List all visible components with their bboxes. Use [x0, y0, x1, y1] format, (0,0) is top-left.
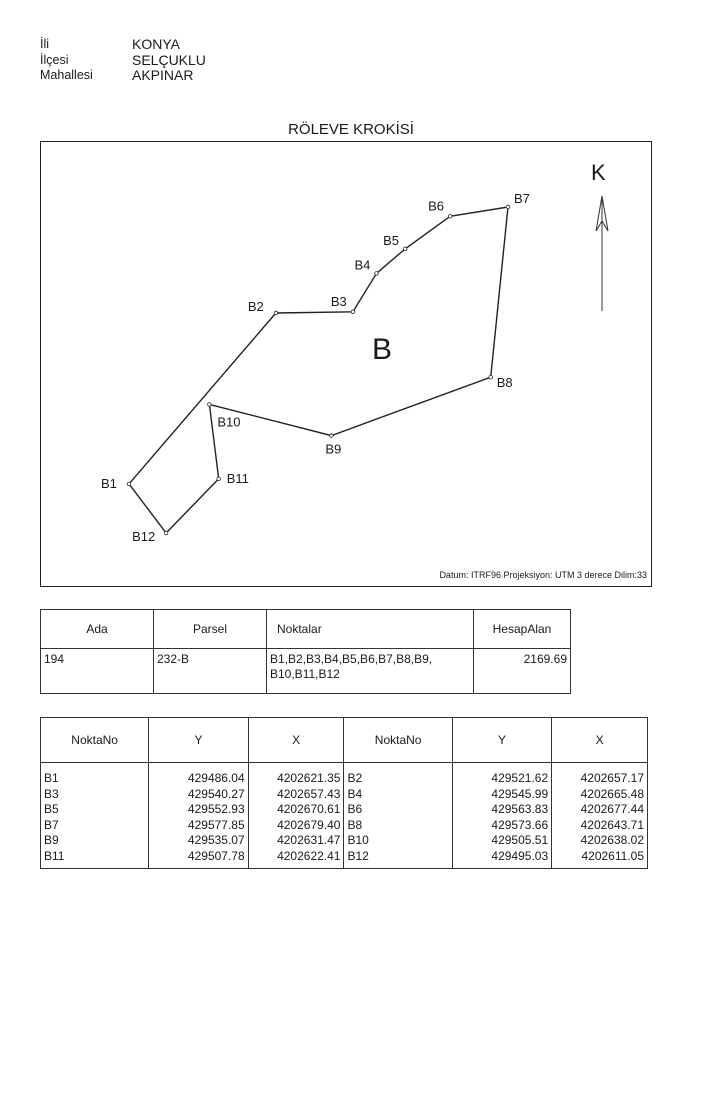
point-y: 429535.07: [149, 833, 248, 849]
point-name: B4: [344, 787, 452, 803]
point-x: 4202631.47: [248, 833, 344, 849]
vertex-label: B9: [325, 441, 342, 457]
point-x: 4202679.40: [248, 818, 344, 834]
point-name: B3: [41, 787, 149, 803]
info-row-province: [40, 37, 206, 53]
point-x: 4202657.17: [552, 763, 648, 787]
vertex-marker: [274, 311, 278, 315]
vertex-label: B4: [354, 257, 371, 273]
vertex-marker: [351, 310, 355, 314]
point-x: 4202657.43: [248, 787, 344, 803]
noktalar-line-1: B1,B2,B3,B4,B5,B6,B7,B8,B9,: [270, 652, 433, 666]
vertex-label: B7: [514, 191, 530, 206]
cell-parsel: 232-B: [154, 649, 267, 694]
vertex-marker: [164, 531, 168, 535]
table-row: [41, 818, 648, 834]
point-y: 429507.78: [149, 849, 248, 869]
point-x: 4202622.41: [248, 849, 344, 869]
north-label: K: [591, 160, 606, 185]
coordinates-table: [40, 717, 648, 869]
vertex-marker: [217, 477, 221, 481]
table-row: [41, 802, 648, 818]
vertex-marker: [208, 403, 212, 407]
province-label: İli: [40, 37, 50, 51]
parcel-location-info: [40, 37, 206, 84]
point-name: B2: [344, 763, 452, 787]
cell-ada: 194: [41, 649, 154, 694]
header-noktalar: Noktalar: [267, 610, 474, 649]
point-name: B8: [344, 818, 452, 834]
noktalar-line-2: B10,B11,B12: [270, 667, 340, 681]
point-y: 429577.85: [149, 818, 248, 834]
vertex-marker: [403, 247, 407, 251]
point-y: 429505.51: [452, 833, 551, 849]
table-row: [41, 763, 648, 787]
header-x-right: X: [552, 718, 648, 763]
point-x: 4202643.71: [552, 818, 648, 834]
parcel-boundary: [129, 207, 508, 533]
parcel-table-row: [41, 649, 571, 694]
table-row: [41, 833, 648, 849]
header-y-right: Y: [452, 718, 551, 763]
point-x: 4202670.61: [248, 802, 344, 818]
point-y: 429540.27: [149, 787, 248, 803]
vertex-label: B2: [247, 299, 264, 314]
info-row-neighborhood: [40, 68, 206, 84]
vertex-label: B12: [132, 529, 156, 544]
cell-noktalar: [267, 649, 474, 694]
point-name: B6: [344, 802, 452, 818]
survey-sketch: [40, 141, 652, 587]
cell-hesap-alan: 2169.69: [474, 649, 571, 694]
point-x: 4202611.05: [552, 849, 648, 869]
vertex-labels: [101, 191, 530, 544]
point-name: B10: [344, 833, 452, 849]
point-y: 429563.83: [452, 802, 551, 818]
point-name: B7: [41, 818, 149, 834]
point-name: B5: [41, 802, 149, 818]
vertex-marker: [489, 375, 493, 379]
point-y: 429573.66: [452, 818, 551, 834]
info-row-district: [40, 53, 206, 69]
district-value: SELÇUKLU: [132, 51, 206, 68]
point-y: 429486.04: [149, 763, 248, 787]
point-x: 4202665.48: [552, 787, 648, 803]
sketch-title: RÖLEVE KROKİSİ: [288, 121, 414, 138]
vertex-marker: [448, 215, 452, 219]
table-row: [41, 849, 648, 869]
parcel-label: B: [372, 333, 393, 366]
vertex-label: B1: [101, 475, 117, 491]
vertex-label: B10: [217, 414, 241, 430]
north-arrow-icon: [596, 196, 608, 311]
point-name: B1: [41, 763, 149, 787]
vertex-marker: [330, 434, 334, 438]
header-y-left: Y: [149, 718, 248, 763]
vertex-label: B11: [226, 470, 249, 486]
neighborhood-label: Mahallesi: [40, 68, 93, 82]
point-name: B9: [41, 833, 149, 849]
point-x: 4202638.02: [552, 833, 648, 849]
header-ada: Ada: [41, 610, 154, 649]
header-hesap-alan: HesapAlan: [474, 610, 571, 649]
vertex-marker: [375, 272, 379, 276]
vertex-marker: [506, 205, 510, 209]
vertex-label: B5: [383, 232, 400, 248]
point-y: 429552.93: [149, 802, 248, 818]
coords-table-header: [41, 718, 648, 763]
point-y: 429495.03: [452, 849, 551, 869]
table-row: [41, 787, 648, 803]
parcel-info-table: [40, 609, 571, 694]
datum-note: Datum: ITRF96 Projeksiyon: UTM 3 derece Dilim:33: [439, 570, 647, 580]
district-label: İlçesi: [40, 52, 69, 67]
point-y: 429545.99: [452, 787, 551, 803]
point-name: B12: [344, 849, 452, 869]
point-x: 4202677.44: [552, 802, 648, 818]
vertex-label: B6: [428, 198, 445, 214]
header-nokta-no-right: NoktaNo: [344, 718, 452, 763]
neighborhood-value: AKPINAR: [132, 67, 194, 83]
parcel-table-header: [41, 610, 571, 649]
vertex-label: B3: [330, 293, 347, 309]
boundary-vertices: [127, 205, 510, 535]
province-value: KONYA: [132, 36, 180, 52]
header-parsel: Parsel: [154, 610, 267, 649]
header-nokta-no-left: NoktaNo: [41, 718, 149, 763]
point-name: B11: [41, 849, 149, 869]
point-x: 4202621.35: [248, 763, 344, 787]
vertex-label: B8: [496, 375, 513, 391]
vertex-marker: [127, 482, 131, 486]
header-x-left: X: [248, 718, 344, 763]
point-y: 429521.62: [452, 763, 551, 787]
